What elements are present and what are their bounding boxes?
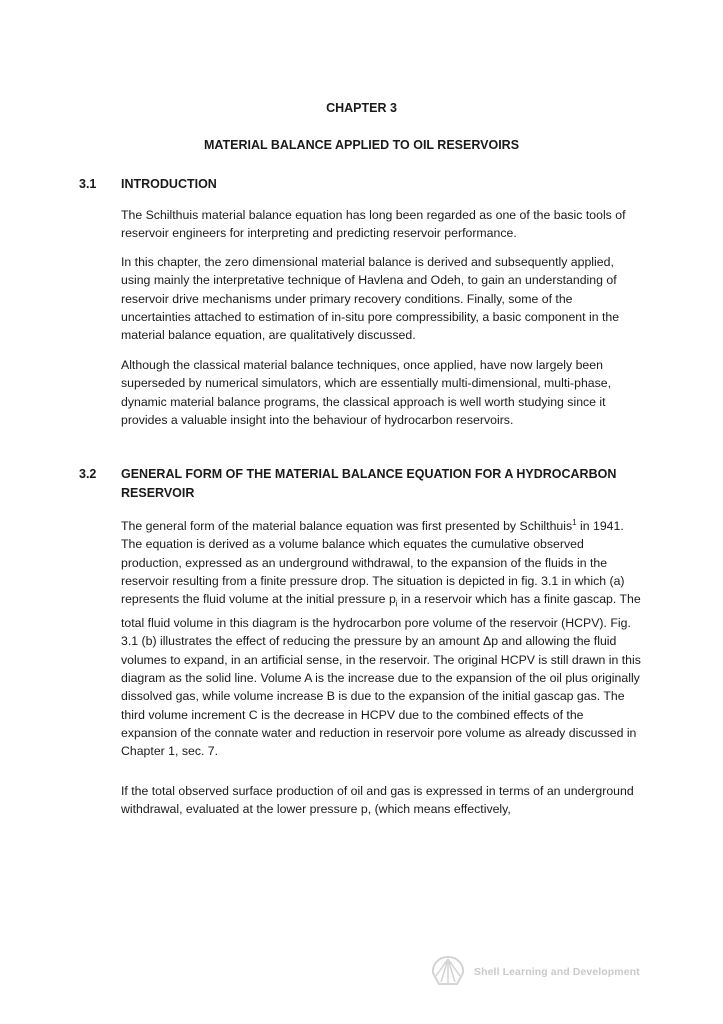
reference-superscript: 1 [572,518,577,527]
paragraph-text: in a reservoir which has a finite gascap. The total fluid volume in this diagram is the hydrocarbon pore volume of the reservoir (HCPV). Fig. 3.1 (b) illustrates the effect of reducing the pressure by an amount Δp and allowing the fluid volumes to expand, in an artificial sense, in the reservoir. The original HCPV is still drawn in this diagram as the solid line. Volume A is the increase due to the expansion of the oil plus originally dissolved gas, while volume increase B is due to the expansion of the initial gascap gas. The third volume increment C is the decrease in HCPV due to the combined effects of the expansion of the connate water and reduction in reservoir pore volume as already discussed in Chapter 1, sec. 7. [121,592,641,759]
paragraph [121,514,641,760]
paragraph: In this chapter, the zero dimensional material balance is derived and subsequently applied, using mainly the interpretative technique of Havlena and Odeh, to gain an understanding of reservoir drive mechanisms under primary recovery conditions. Finally, some of the uncertainties attached to estimation of in-situ pore compressibility, a basic component in the material balance equation, are qualitatively discussed. [121,255,620,343]
chapter-label: CHAPTER 3 [326,101,397,115]
paragraph: The Schilthuis material balance equation has long been regarded as one of the basic tools of reservoir engineers for interpreting and predicting reservoir performance. [121,208,626,241]
section-title: GENERAL FORM OF THE MATERIAL BALANCE EQUATION FOR A HYDROCARBON RESERVOIR [121,467,617,500]
section-number: 3.1 [79,177,97,191]
section-number: 3.2 [79,467,97,481]
paragraph-text: in 1941. The equation is derived as a volume balance which equates the cumulative observed production, expressed as an underground withdrawal, to the expansion of the fluids in the reservoir resulting from a finite pressure drop. The situation is depicted in fig. 3.1 in which (a) represents the fluid volume at the initial pressure p [121,519,625,607]
section-title: INTRODUCTION [121,177,217,191]
shell-logo-icon [430,954,466,988]
subscript: i [395,599,398,609]
footer-brand-text: Shell Learning and Development [474,966,640,978]
paragraph-text: The general form of the material balance equation was first presented by Schilthuis [121,519,573,534]
paragraph: Although the classical material balance techniques, once applied, have now largely been superseded by numerical simulators, which are essentially multi-dimensional, multi-phase, dynamic material balance programs, the classical approach is well worth studying since it provides a valuable insight into the behaviour of hydrocarbon reservoirs. [121,358,612,427]
paragraph: If the total observed surface production of oil and gas is expressed in terms of an underground withdrawal, evaluated at the lower pressure p, (which means effectively, [121,784,634,817]
chapter-title: MATERIAL BALANCE APPLIED TO OIL RESERVOIRS [203,138,520,152]
